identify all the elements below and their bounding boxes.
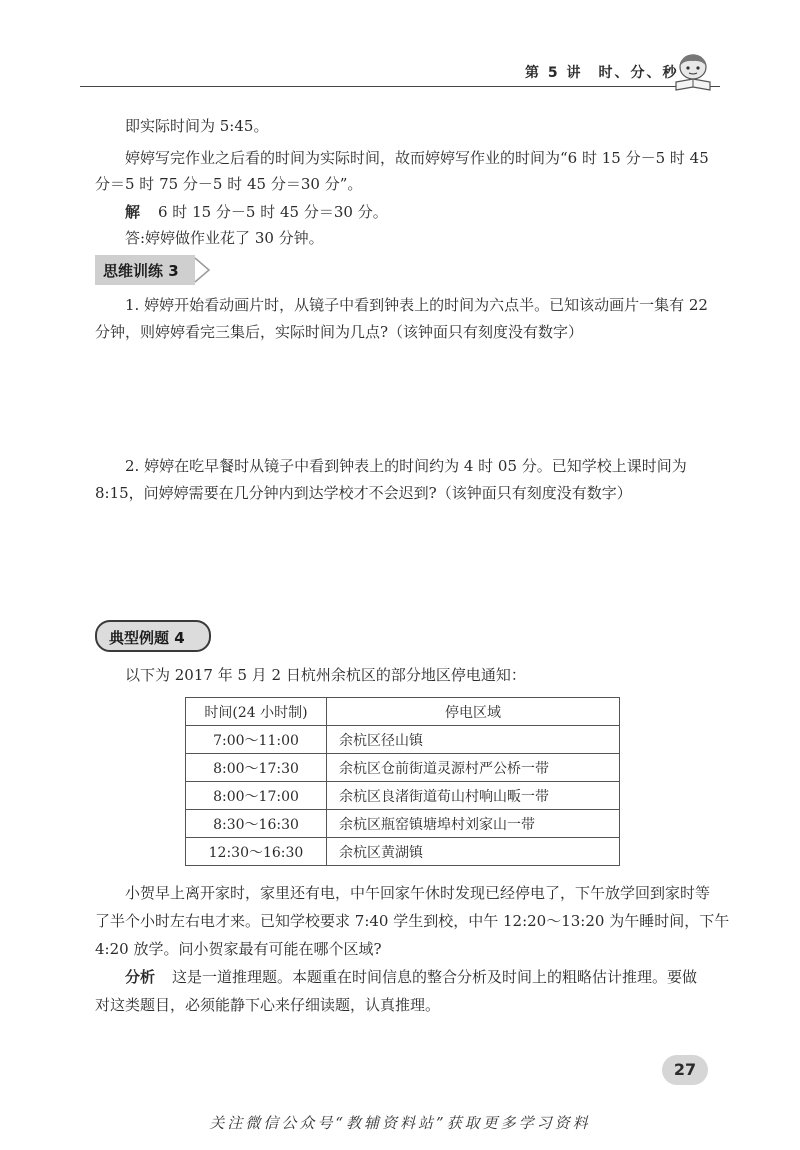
problem-line-2: 了半个小时左右电才来。已知学校要求 7:40 学生到校，中午 12:20～13:20 为午睡时间，下午 bbox=[95, 912, 730, 930]
training-label-text: 思维训练 3 bbox=[103, 262, 179, 280]
cell-time: 8:00～17:00 bbox=[186, 782, 327, 810]
analysis-line-2: 对这类题目，必须能静下心来仔细读题，认真推理。 bbox=[95, 996, 441, 1014]
table-header-row bbox=[186, 698, 620, 726]
analysis-line-1: 这是一道推理题。本题重在时间信息的整合分析及时间上的粗略估计推理。要做 bbox=[172, 968, 698, 986]
intro-line-3: 分＝5 时 75 分－5 时 45 分＝30 分”。 bbox=[95, 175, 363, 193]
cell-area: 余杭区良渚街道荀山村响山畈一带 bbox=[327, 782, 620, 810]
cell-time: 8:00～17:30 bbox=[186, 754, 327, 782]
cell-time: 7:00～11:00 bbox=[186, 726, 327, 754]
cell-area: 余杭区瓶窑镇塘埠村刘家山一带 bbox=[327, 810, 620, 838]
answer-text: 答:婷婷做作业花了 30 分钟。 bbox=[125, 229, 324, 247]
cell-time: 8:30～16:30 bbox=[186, 810, 327, 838]
table-row bbox=[186, 838, 620, 866]
solution-text: 6 时 15 分－5 时 45 分＝30 分。 bbox=[158, 203, 388, 221]
table-row bbox=[186, 810, 620, 838]
footer-note: 关注微信公众号“教辅资料站”获取更多学习资料 bbox=[209, 1114, 591, 1132]
training-q2-line-2: 8:15，问婷婷需要在几分钟内到达学校才不会迟到?（该钟面只有刻度没有数字） bbox=[95, 484, 632, 502]
example-intro: 以下为 2017 年 5 月 2 日杭州余杭区的部分地区停电通知： bbox=[125, 666, 526, 684]
cell-area: 余杭区径山镇 bbox=[327, 726, 620, 754]
intro-line-1: 即实际时间为 5:45。 bbox=[125, 117, 269, 135]
training-q2-line-1: 2. 婷婷在吃早餐时从镜子中看到钟表上的时间约为 4 时 05 分。已知学校上课时间为 bbox=[125, 457, 687, 475]
table-row bbox=[186, 726, 620, 754]
header-rule bbox=[80, 86, 720, 87]
analysis-label: 分析 bbox=[125, 968, 156, 986]
training-label bbox=[95, 255, 213, 285]
page-number: 27 bbox=[662, 1055, 708, 1085]
table-row bbox=[186, 782, 620, 810]
cell-area: 余杭区仓前街道灵源村严公桥一带 bbox=[327, 754, 620, 782]
training-q1-line-1: 1. 婷婷开始看动画片时，从镜子中看到钟表上的时间为六点半。已知该动画片一集有 22 bbox=[125, 296, 708, 314]
cell-time: 12:30～16:30 bbox=[186, 838, 327, 866]
solution-label: 解 bbox=[125, 203, 141, 221]
table-row bbox=[186, 754, 620, 782]
chapter-title: 第 5 讲 时、分、秒 bbox=[525, 65, 679, 81]
col-header-time: 时间(24 小时制) bbox=[186, 698, 327, 726]
cell-area: 余杭区黄湖镇 bbox=[327, 838, 620, 866]
problem-line-1: 小贺早上离开家时，家里还有电，中午回家午休时发现已经停电了，下午放学回到家时等 bbox=[125, 884, 711, 902]
problem-line-3: 4:20 放学。问小贺家最有可能在哪个区域? bbox=[95, 940, 382, 958]
outage-table bbox=[185, 697, 620, 866]
example-label-text: 典型例题 4 bbox=[109, 629, 185, 647]
intro-line-2: 婷婷写完作业之后看的时间为实际时间，故而婷婷写作业的时间为“6 时 15 分－5 时 45 bbox=[125, 149, 709, 167]
training-q1-line-2: 分钟，则婷婷看完三集后，实际时间为几点?（该钟面只有刻度没有数字） bbox=[95, 323, 584, 341]
col-header-area: 停电区域 bbox=[327, 698, 620, 726]
example-label bbox=[95, 620, 211, 652]
girl-reading-icon bbox=[672, 52, 714, 92]
